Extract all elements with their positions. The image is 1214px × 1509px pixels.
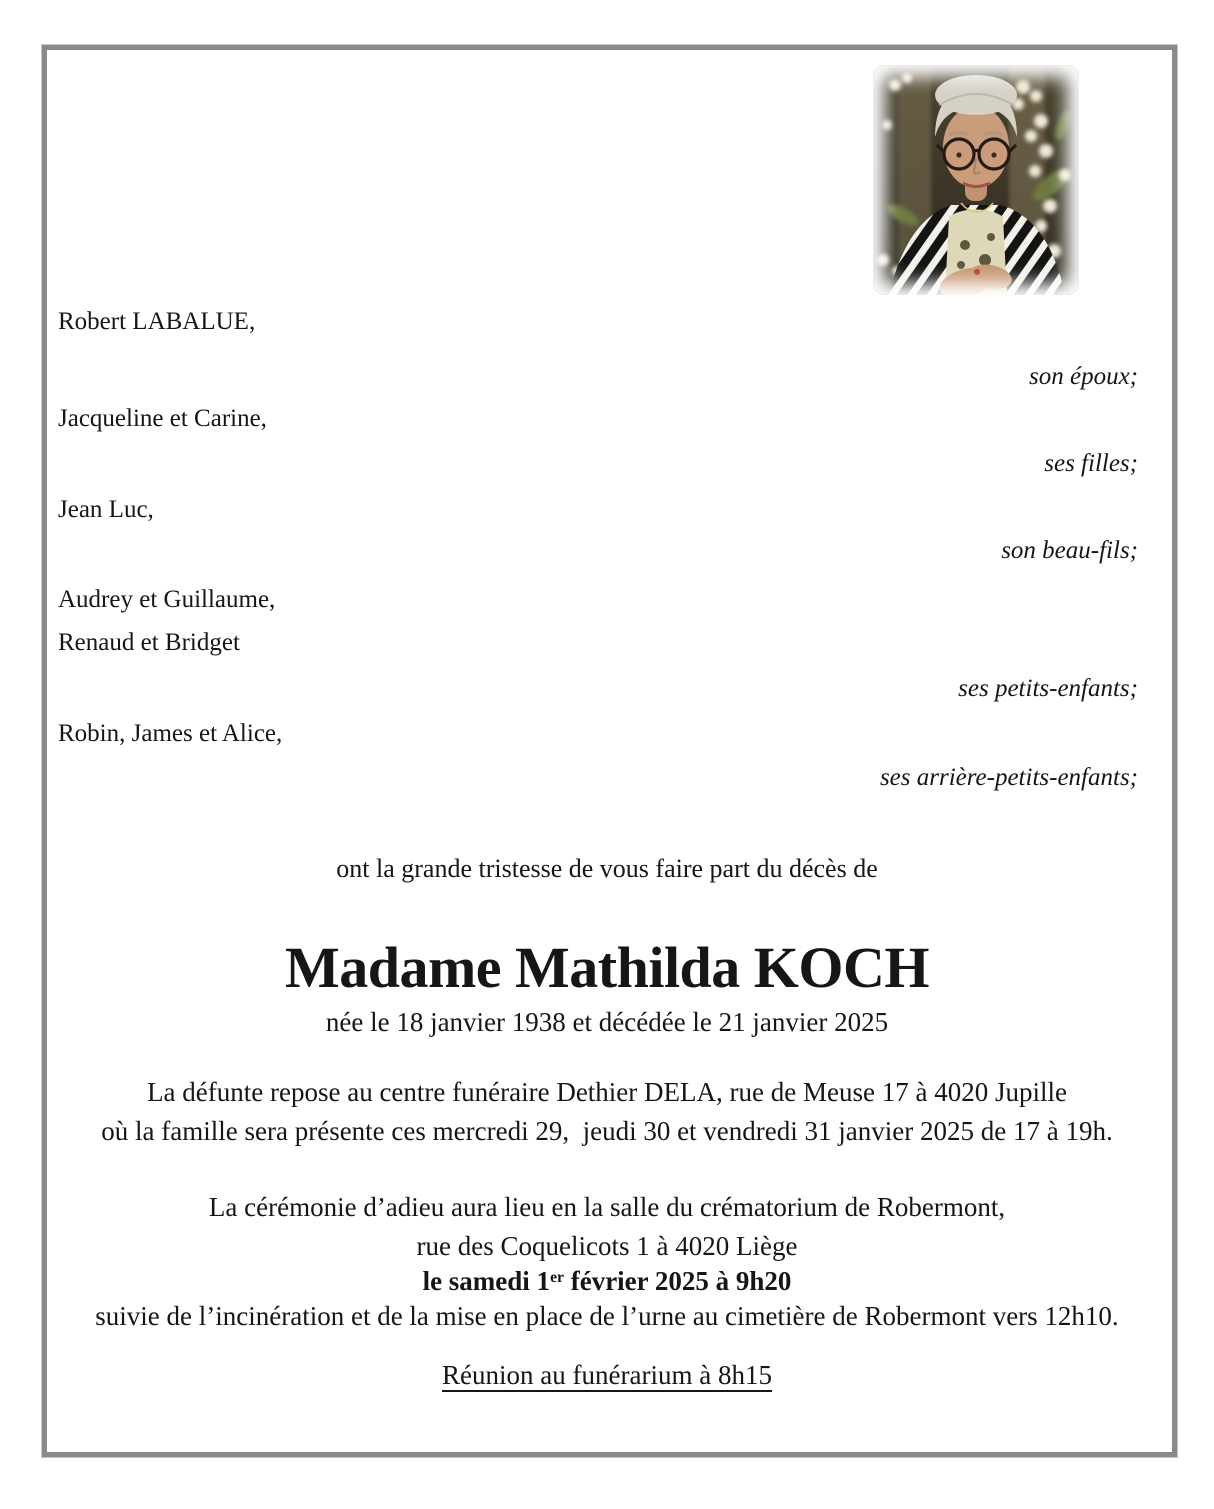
announcement-intro: ont la grande tristesse de vous faire part du décès de <box>336 854 878 883</box>
visitation-line-2: où la famille sera présente ces mercredi 29, jeudi 30 et vendredi 31 janvier 2025 de 17 à 19h. <box>101 1116 1113 1146</box>
ceremony-date-prefix: le samedi 1 <box>422 1266 551 1296</box>
life-dates: née le 18 janvier 1938 et décédée le 21 janvier 2025 <box>325 1007 889 1037</box>
family-relation-line: ses arrière-petits-enfants; <box>879 764 1138 791</box>
ceremony-line-1: La cérémonie d’adieu aura lieu en la salle du crématorium de Robermont, <box>208 1192 1006 1222</box>
family-name-line: Renaud et Bridget <box>58 629 240 656</box>
ceremony-date-ordinal: er <box>550 1269 564 1287</box>
ceremony-line-2: rue des Coquelicots 1 à 4020 Liège <box>416 1231 798 1261</box>
meeting-line: Réunion au funérarium à 8h15 <box>442 1360 772 1390</box>
family-name-line: Jean Luc, <box>58 496 154 523</box>
family-relation-line: son beau-fils; <box>1001 537 1138 564</box>
ceremony-line-4: suivie de l’incinération et de la mise en place de l’urne au cimetière de Robermont vers 12h10. <box>95 1301 1119 1331</box>
portrait-illustration <box>873 65 1079 295</box>
family-name-line: Jacqueline et Carine, <box>58 405 267 432</box>
deceased-name-title: Madame Mathilda KOCH <box>284 935 930 1000</box>
ceremony-date-suffix: février 2025 à 9h20 <box>563 1266 792 1296</box>
family-relation-line: son époux; <box>1029 363 1138 390</box>
family-name-line: Audrey et Guillaume, <box>58 586 276 613</box>
family-name-line: Robin, James et Alice, <box>58 720 283 747</box>
family-relation-line: ses filles; <box>1044 450 1138 477</box>
ceremony-date-line <box>0 1266 1214 1298</box>
visitation-line-1: La défunte repose au centre funéraire Dethier DELA, rue de Meuse 17 à 4020 Jupille <box>147 1077 1067 1107</box>
family-name-line: Robert LABALUE, <box>58 308 256 335</box>
family-relation-line: ses petits-enfants; <box>958 675 1138 702</box>
deceased-portrait-photo <box>873 65 1079 295</box>
